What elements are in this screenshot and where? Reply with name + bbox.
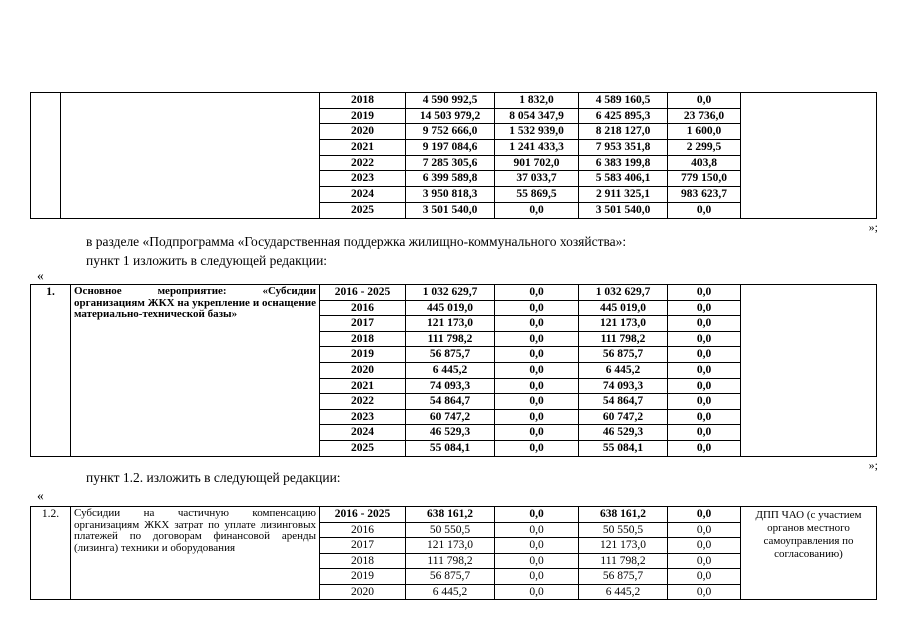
total-cell: 9 197 084,6 xyxy=(406,140,495,156)
period-cell: 2024 xyxy=(320,187,406,203)
other-sources-cell: 0,0 xyxy=(668,347,741,363)
other-sources-cell: 23 736,0 xyxy=(668,108,741,124)
regional-budget-cell: 638 161,2 xyxy=(579,507,668,523)
federal-budget-cell: 0,0 xyxy=(495,362,579,378)
federal-budget-cell: 901 702,0 xyxy=(495,155,579,171)
opening-quote-mark: « xyxy=(37,268,44,283)
federal-budget-cell: 0,0 xyxy=(495,553,579,569)
closing-quote-mark-2: »; xyxy=(868,458,878,472)
other-sources-cell: 0,0 xyxy=(668,425,741,441)
total-cell: 60 747,2 xyxy=(406,409,495,425)
federal-budget-cell: 0,0 xyxy=(495,316,579,332)
total-cell: 50 550,5 xyxy=(406,522,495,538)
federal-budget-cell: 0,0 xyxy=(495,409,579,425)
federal-budget-cell: 0,0 xyxy=(495,440,579,456)
period-cell: 2020 xyxy=(320,584,406,600)
regional-budget-cell: 56 875,7 xyxy=(579,569,668,585)
federal-budget-cell: 0,0 xyxy=(495,285,579,301)
period-cell: 2025 xyxy=(320,440,406,456)
period-cell: 2018 xyxy=(320,553,406,569)
regional-budget-cell: 54 864,7 xyxy=(579,394,668,410)
federal-budget-cell: 0,0 xyxy=(495,522,579,538)
other-sources-cell: 2 299,5 xyxy=(668,140,741,156)
federal-budget-cell: 1 532 939,0 xyxy=(495,124,579,140)
total-cell: 121 173,0 xyxy=(406,316,495,332)
total-cell: 74 093,3 xyxy=(406,378,495,394)
description-cell: Основное мероприятие: «Субсидии организациям ЖКХ на укрепление и оснащение материально-технической базы» xyxy=(71,285,320,457)
other-sources-cell: 0,0 xyxy=(668,522,741,538)
other-sources-cell: 0,0 xyxy=(668,538,741,554)
period-cell: 2020 xyxy=(320,362,406,378)
federal-budget-cell: 0,0 xyxy=(495,425,579,441)
period-cell: 2022 xyxy=(320,394,406,410)
period-cell: 2018 xyxy=(320,331,406,347)
federal-budget-cell: 55 869,5 xyxy=(495,187,579,203)
regional-budget-cell: 121 173,0 xyxy=(579,538,668,554)
federal-budget-cell: 0,0 xyxy=(495,331,579,347)
other-sources-cell: 0,0 xyxy=(668,553,741,569)
description-cell xyxy=(61,93,320,219)
other-sources-cell: 0,0 xyxy=(668,409,741,425)
period-cell: 2016 xyxy=(320,522,406,538)
total-cell: 3 501 540,0 xyxy=(406,202,495,218)
total-cell: 1 032 629,7 xyxy=(406,285,495,301)
total-cell: 111 798,2 xyxy=(406,331,495,347)
regional-budget-cell: 5 583 406,1 xyxy=(579,171,668,187)
regional-budget-cell: 46 529,3 xyxy=(579,425,668,441)
regional-budget-cell: 3 501 540,0 xyxy=(579,202,668,218)
table-row xyxy=(31,285,877,301)
federal-budget-cell: 0,0 xyxy=(495,202,579,218)
regional-budget-cell: 6 445,2 xyxy=(579,362,668,378)
period-cell: 2017 xyxy=(320,538,406,554)
other-sources-cell: 0,0 xyxy=(668,394,741,410)
total-cell: 56 875,7 xyxy=(406,569,495,585)
table-body xyxy=(31,285,877,457)
federal-budget-cell: 0,0 xyxy=(495,300,579,316)
period-cell: 2016 - 2025 xyxy=(320,507,406,523)
regional-budget-cell: 111 798,2 xyxy=(579,553,668,569)
table-row xyxy=(31,93,877,109)
other-sources-cell: 403,8 xyxy=(668,155,741,171)
period-cell: 2016 xyxy=(320,300,406,316)
row-number-cell xyxy=(31,93,61,219)
regional-budget-cell: 56 875,7 xyxy=(579,347,668,363)
period-cell: 2022 xyxy=(320,155,406,171)
total-cell: 7 285 305,6 xyxy=(406,155,495,171)
executor-cell xyxy=(741,285,877,457)
regional-budget-cell: 121 173,0 xyxy=(579,316,668,332)
period-cell: 2023 xyxy=(320,171,406,187)
total-cell: 445 019,0 xyxy=(406,300,495,316)
regional-budget-cell: 55 084,1 xyxy=(579,440,668,456)
period-cell: 2023 xyxy=(320,409,406,425)
period-cell: 2017 xyxy=(320,316,406,332)
federal-budget-cell: 0,0 xyxy=(495,394,579,410)
regional-budget-cell: 4 589 160,5 xyxy=(579,93,668,109)
regional-budget-cell: 1 032 629,7 xyxy=(579,285,668,301)
total-cell: 46 529,3 xyxy=(406,425,495,441)
opening-quote-mark-2: « xyxy=(37,488,44,503)
table-body xyxy=(31,93,877,219)
total-cell: 56 875,7 xyxy=(406,347,495,363)
other-sources-cell: 0,0 xyxy=(668,285,741,301)
regional-budget-cell: 445 019,0 xyxy=(579,300,668,316)
other-sources-cell: 0,0 xyxy=(668,362,741,378)
federal-budget-cell: 0,0 xyxy=(495,378,579,394)
federal-budget-cell: 0,0 xyxy=(495,538,579,554)
regional-budget-cell: 6 383 199,8 xyxy=(579,155,668,171)
other-sources-cell: 0,0 xyxy=(668,507,741,523)
total-cell: 54 864,7 xyxy=(406,394,495,410)
period-cell: 2025 xyxy=(320,202,406,218)
table-row xyxy=(31,507,877,523)
regional-budget-cell: 50 550,5 xyxy=(579,522,668,538)
regional-budget-cell: 6 445,2 xyxy=(579,584,668,600)
other-sources-cell: 0,0 xyxy=(668,331,741,347)
total-cell: 111 798,2 xyxy=(406,553,495,569)
period-cell: 2019 xyxy=(320,569,406,585)
federal-budget-cell: 0,0 xyxy=(495,507,579,523)
period-cell: 2024 xyxy=(320,425,406,441)
federal-budget-cell: 0,0 xyxy=(495,569,579,585)
other-sources-cell: 0,0 xyxy=(668,378,741,394)
other-sources-cell: 0,0 xyxy=(668,300,741,316)
paragraph-item-1-2-instruction: пункт 1.2. изложить в следующей редакции: xyxy=(86,470,341,485)
other-sources-cell: 0,0 xyxy=(668,569,741,585)
federal-budget-cell: 1 241 433,3 xyxy=(495,140,579,156)
description-cell: Субсидии на частичную компенсацию организациям ЖКХ затрат по уплате лизинговых платежей по договорам финансовой аренды (лизинга) техники и оборудования xyxy=(71,507,320,600)
total-cell: 9 752 666,0 xyxy=(406,124,495,140)
executor-cell: ДПП ЧАО (с участием органов местного самоуправления по согласованию) xyxy=(741,507,877,600)
period-cell: 2020 xyxy=(320,124,406,140)
period-cell: 2019 xyxy=(320,108,406,124)
period-cell: 2018 xyxy=(320,93,406,109)
period-cell: 2016 - 2025 xyxy=(320,285,406,301)
regional-budget-cell: 74 093,3 xyxy=(579,378,668,394)
other-sources-cell: 0,0 xyxy=(668,93,741,109)
total-cell: 6 399 589,8 xyxy=(406,171,495,187)
row-number-cell: 1. xyxy=(31,285,71,457)
funding-table-item-1 xyxy=(30,284,877,457)
total-cell: 4 590 992,5 xyxy=(406,93,495,109)
regional-budget-cell: 60 747,2 xyxy=(579,409,668,425)
closing-quote-mark: »; xyxy=(868,220,878,234)
federal-budget-cell: 0,0 xyxy=(495,347,579,363)
other-sources-cell: 983 623,7 xyxy=(668,187,741,203)
regional-budget-cell: 6 425 895,3 xyxy=(579,108,668,124)
other-sources-cell: 0,0 xyxy=(668,316,741,332)
executor-cell xyxy=(741,93,877,219)
period-cell: 2021 xyxy=(320,378,406,394)
paragraph-section-heading: в разделе «Подпрограмма «Государственная поддержка жилищно-коммунального хозяйства»: xyxy=(86,234,627,249)
total-cell: 638 161,2 xyxy=(406,507,495,523)
total-cell: 14 503 979,2 xyxy=(406,108,495,124)
total-cell: 121 173,0 xyxy=(406,538,495,554)
table-body xyxy=(31,507,877,600)
federal-budget-cell: 0,0 xyxy=(495,584,579,600)
total-cell: 3 950 818,3 xyxy=(406,187,495,203)
funding-table-item-1-2 xyxy=(30,506,877,600)
federal-budget-cell: 1 832,0 xyxy=(495,93,579,109)
regional-budget-cell: 111 798,2 xyxy=(579,331,668,347)
regional-budget-cell: 2 911 325,1 xyxy=(579,187,668,203)
total-cell: 6 445,2 xyxy=(406,584,495,600)
paragraph-item-instruction: пункт 1 изложить в следующей редакции: xyxy=(86,253,328,268)
total-cell: 6 445,2 xyxy=(406,362,495,378)
total-cell: 55 084,1 xyxy=(406,440,495,456)
federal-budget-cell: 37 033,7 xyxy=(495,171,579,187)
period-cell: 2019 xyxy=(320,347,406,363)
regional-budget-cell: 8 218 127,0 xyxy=(579,124,668,140)
period-cell: 2021 xyxy=(320,140,406,156)
other-sources-cell: 1 600,0 xyxy=(668,124,741,140)
row-number-cell: 1.2. xyxy=(31,507,71,600)
other-sources-cell: 0,0 xyxy=(668,202,741,218)
other-sources-cell: 0,0 xyxy=(668,440,741,456)
other-sources-cell: 0,0 xyxy=(668,584,741,600)
other-sources-cell: 779 150,0 xyxy=(668,171,741,187)
federal-budget-cell: 8 054 347,9 xyxy=(495,108,579,124)
regional-budget-cell: 7 953 351,8 xyxy=(579,140,668,156)
funding-table-continuation xyxy=(30,92,877,219)
